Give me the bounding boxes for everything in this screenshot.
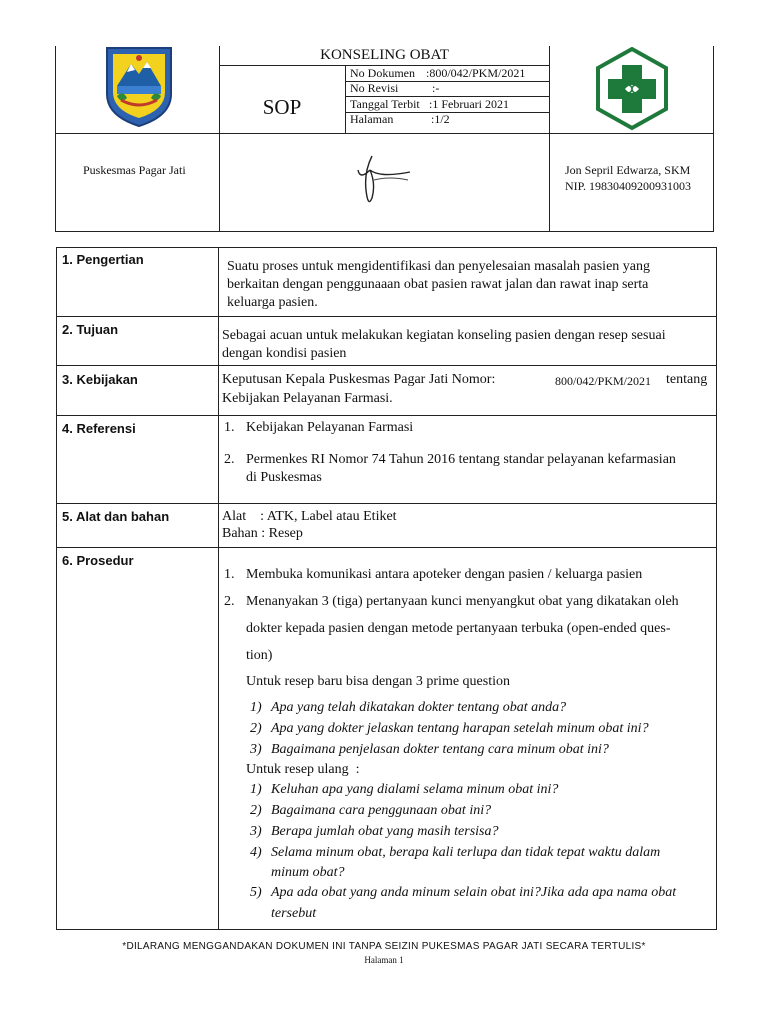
puskesmas-logo [595,47,669,131]
pengertian-line-1: Suatu proses untuk mengidentifikasi dan penyelesaian masalah pasien yang [227,259,651,274]
tujuan-line-1: Sebagai acuan untuk melakukan kegiatan konseling pasien dengan resep sesuai [222,328,666,343]
kebijakan-decree-number: 800/042/PKM/2021 [555,374,652,388]
repeat-prescription-heading: Untuk resep ulang : [246,762,360,777]
signer-nip: NIP. 19830409200931003 [565,179,692,193]
signature-image [350,150,420,214]
kebijakan-line-1a: Keputusan Kepala Puskesmas Pagar Jati Nomor: [222,372,496,387]
section-label-alat: 5. Alat dan bahan [62,509,170,524]
section-label-prosedur: 6. Prosedur [62,553,134,568]
tujuan-line-2: dengan kondisi pasien [222,346,347,361]
alat-line-1: Alat : ATK, Label atau Etiket [222,509,397,524]
organization-name: Puskesmas Pagar Jati [83,163,186,177]
section-label-pengertian: 1. Pengertian [62,252,144,267]
signer-name: Jon Sepril Edwarza, SKM [565,163,691,177]
pengertian-line-3: keluarga pasien. [227,295,318,310]
section-label-referensi: 4. Referensi [62,421,136,436]
footer-page-number: Halaman 1 [364,955,404,965]
district-emblem-logo [103,46,175,128]
kebijakan-line-2: Kebijakan Pelayanan Farmasi. [222,391,393,406]
alat-line-2: Bahan : Resep [222,526,303,541]
document-title: KONSELING OBAT [320,47,449,63]
pengertian-line-2: berkaitan dengan penggunaaan obat pasien rawat jalan dan rawat inap serta [227,277,649,292]
section-label-kebijakan: 3. Kebijakan [62,372,138,387]
section-label-tujuan: 2. Tujuan [62,322,119,337]
new-prescription-heading: Untuk resep baru bisa dengan 3 prime question [246,674,510,689]
footer-notice: *DILARANG MENGGANDAKAN DOKUMEN INI TANPA SEIZIN PUKESMAS PAGAR JATI SECARA TERTULIS* [122,941,646,952]
sop-label: SOP [262,95,302,119]
kebijakan-line-1c: tentang [666,372,708,387]
